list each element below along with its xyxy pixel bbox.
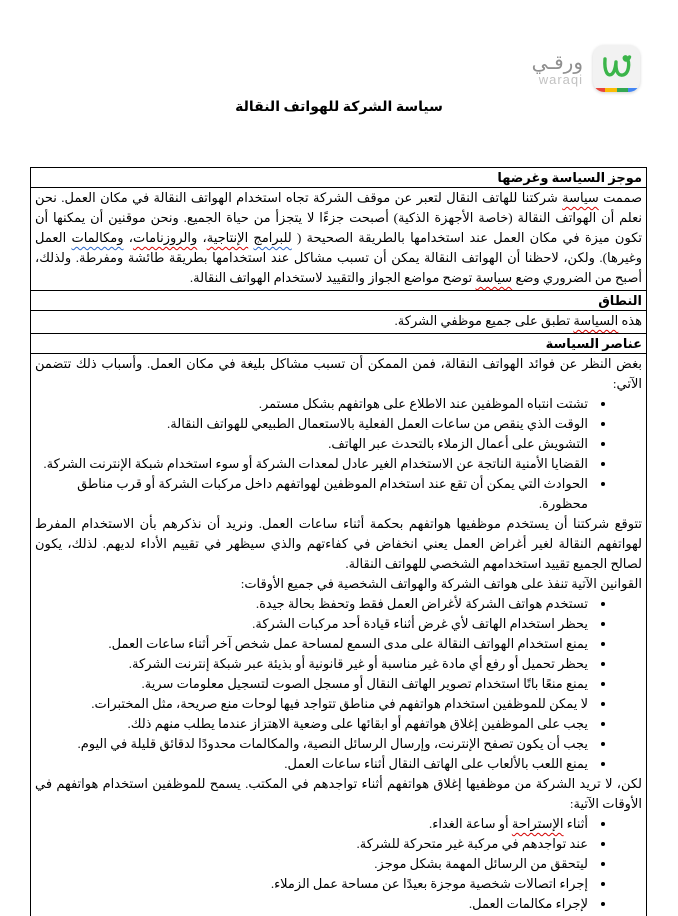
allowed-times-list bbox=[35, 814, 642, 914]
list-item: • يمنع استخدام الهواتف النقالة على مدى السمع لمساحة عمل شخص آخر أثناء ساعات العمل. bbox=[35, 634, 590, 654]
list-item: • لإجراء مكالمات العمل. bbox=[35, 894, 590, 914]
list-item: • يمنع اللعب بالألعاب على الهاتف النقال أثناء ساعات العمل. bbox=[35, 754, 590, 774]
text-segment: تطبق على جميع موظفي الشركة. bbox=[394, 313, 574, 328]
waraqi-logo-icon bbox=[593, 45, 640, 92]
text-segment: الإنتاجية bbox=[206, 230, 249, 245]
list-item: • عند تواجدهم في مركبة غير متحركة للشركة. bbox=[35, 834, 590, 854]
text-segment: صممت bbox=[598, 190, 642, 205]
list-item: • لا يمكن للموظفين استخدام هواتفهم في مناطق تتواجد فيها لوحات منع صريحة، مثل المختبرات. bbox=[35, 694, 590, 714]
policy-table bbox=[30, 167, 647, 916]
text-segment: والروزنامات bbox=[132, 230, 198, 245]
text-segment: سياسة bbox=[475, 270, 513, 285]
section-header-summary: موجز السياسة وغرضها bbox=[31, 168, 646, 188]
text-segment: توضح مواضع الجواز والتقييد لاستخدام الهواتف النقالة. bbox=[189, 270, 476, 285]
logo-wordmark bbox=[532, 51, 583, 87]
text-segment: للبرامج bbox=[253, 230, 292, 245]
list-item: • التشويش على أعمال الزملاء بالتحدث عبر الهاتف. bbox=[35, 434, 590, 454]
list-item: • يجب أن يكون تصفح الإنترنت، وإرسال الرسائل النصية، والمكالمات محدودًا لدقائق قليلة في اليوم. bbox=[35, 734, 590, 754]
list-item bbox=[35, 814, 590, 834]
waraqi-logo bbox=[532, 45, 640, 92]
text-segment: الإستراحة bbox=[511, 816, 564, 831]
stripe-blue bbox=[628, 88, 640, 92]
text-segment: العمل وغيرها). ولكن، لاحظنا أن الهواتف النقالة يمكن أن تسبب مشاكل عند استخدامها بطريقة طائشة ومفرطة. ولذلك، أصبح من الضروري وضع bbox=[35, 230, 642, 285]
rules-list bbox=[35, 594, 642, 774]
stripe-green bbox=[617, 88, 629, 92]
list-item: • تستخدم هواتف الشركة لأغراض العمل فقط وتحفظ بحالة جيدة. bbox=[35, 594, 590, 614]
text-segment: أو ساعة الغداء. bbox=[429, 816, 512, 831]
text-segment: شركتنا للهاتف النقال لتعبر عن موقف الشركة تجاه استخدام الهواتف النقالة في مكان العمل. نحن نعلم أن الهواتف النقالة (خاصة الأجهزة الذكية) أصبحت جزءًا لا يتجزأ من حياة الجميع. ونحن موقنين أن يمكنها أن تكون ميزة في مكان العمل عند استخدامها بالطريقة الصحيحة ( bbox=[35, 190, 642, 245]
list-item: • يحظر استخدام الهاتف لأي غرض أثناء قيادة أحد مركبات الشركة. bbox=[35, 614, 590, 634]
stripe-red bbox=[593, 88, 605, 92]
section-header-elements: عناصر السياسة bbox=[31, 334, 646, 354]
elements-cell bbox=[31, 354, 646, 916]
text-segment: ، bbox=[197, 230, 207, 245]
summary-paragraph bbox=[31, 188, 646, 291]
logo-color-stripes bbox=[593, 88, 640, 92]
list-item: • تشتت انتباه الموظفين عند الاطلاع على هواتفهم بشكل مستمر. bbox=[35, 394, 590, 414]
break-intro: لكن، لا تريد الشركة من موظفيها إغلاق هواتفهم أثناء تواجدهم في المكتب. يسمح للموظفين استخدام هواتفهم في الأوقات الآتية: bbox=[35, 776, 642, 811]
logo-arabic-wordmark: ورقـي bbox=[531, 49, 583, 74]
reasons-list bbox=[35, 394, 642, 514]
stripe-yellow bbox=[605, 88, 617, 92]
list-item: • الوقت الذي ينقص من ساعات العمل الفعلية بالاستعمال الطبيعي للهواتف النقالة. bbox=[35, 414, 590, 434]
text-segment: أثناء bbox=[563, 816, 588, 831]
text-segment: ومكالمات bbox=[71, 230, 124, 245]
text-segment: السياسة bbox=[573, 313, 619, 328]
text-segment: ، bbox=[123, 230, 133, 245]
list-item: • يحظر تحميل أو رفع أي مادة غير مناسبة أو غير قانونية أو بذيئة عبر شبكة إنترنت الشركة. bbox=[35, 654, 590, 674]
list-item: • القضايا الأمنية الناتجة عن الاستخدام الغير عادل لمعدات الشركة أو سوء استخدام شبكة الإنترنت الشركة. bbox=[35, 454, 590, 474]
document-title: سياسة الشركة للهواتف النقالة bbox=[235, 100, 443, 115]
waraqi-w-glyph bbox=[595, 47, 638, 87]
scope-paragraph bbox=[31, 311, 646, 334]
rules-intro: القوانين الآتية تنفذ على هواتف الشركة والهواتف الشخصية في جميع الأوقات: bbox=[240, 576, 642, 591]
elements-intro: بغض النظر عن فوائد الهواتف النقالة، فمن الممكن أن تسبب مشاكل بليغة في مكان العمل. وأسباب ذلك تتضمن الآتي: bbox=[35, 356, 642, 391]
list-item: • ليتحقق من الرسائل المهمة بشكل موجز. bbox=[35, 854, 590, 874]
text-segment: هذه bbox=[618, 313, 642, 328]
list-item: • يجب على الموظفين إغلاق هواتفهم أو ابقائها على وضعية الاهتزاز عندما يطلب منهم ذلك. bbox=[35, 714, 590, 734]
expectation-paragraph: تتوقع شركتنا أن يستخدم موظفيها هواتفهم بحكمة أثناء ساعات العمل. ونريد أن نذكرهم بأن الاستخدام المفرط لهواتفهم النقالة لغير أغراض العمل يعني انخفاض في كفاءتهم والذي سيظهر في تقييم الأداء لديهم. لذلك، يكون لصالح الجميع تقييد استخدامهم الشخصي للهواتف النقالة. bbox=[35, 516, 642, 571]
text-segment: سياسة bbox=[562, 190, 599, 205]
list-item: • الحوادث التي يمكن أن تقع عند استخدام الموظفين لهواتفهم داخل مركبات الشركة أو قرب مناطق محظورة. bbox=[35, 474, 590, 514]
logo-latin-wordmark: waraqi bbox=[538, 71, 583, 87]
list-item: • إجراء اتصالات شخصية موجزة بعيدًا عن مساحة عمل الزملاء. bbox=[35, 874, 590, 894]
list-item: • يمنع منعًا باتًا استخدام تصوير الهاتف النقال أو مسجل الصوت لتسجيل معلومات سرية. bbox=[35, 674, 590, 694]
section-header-scope: النطاق bbox=[31, 291, 646, 311]
